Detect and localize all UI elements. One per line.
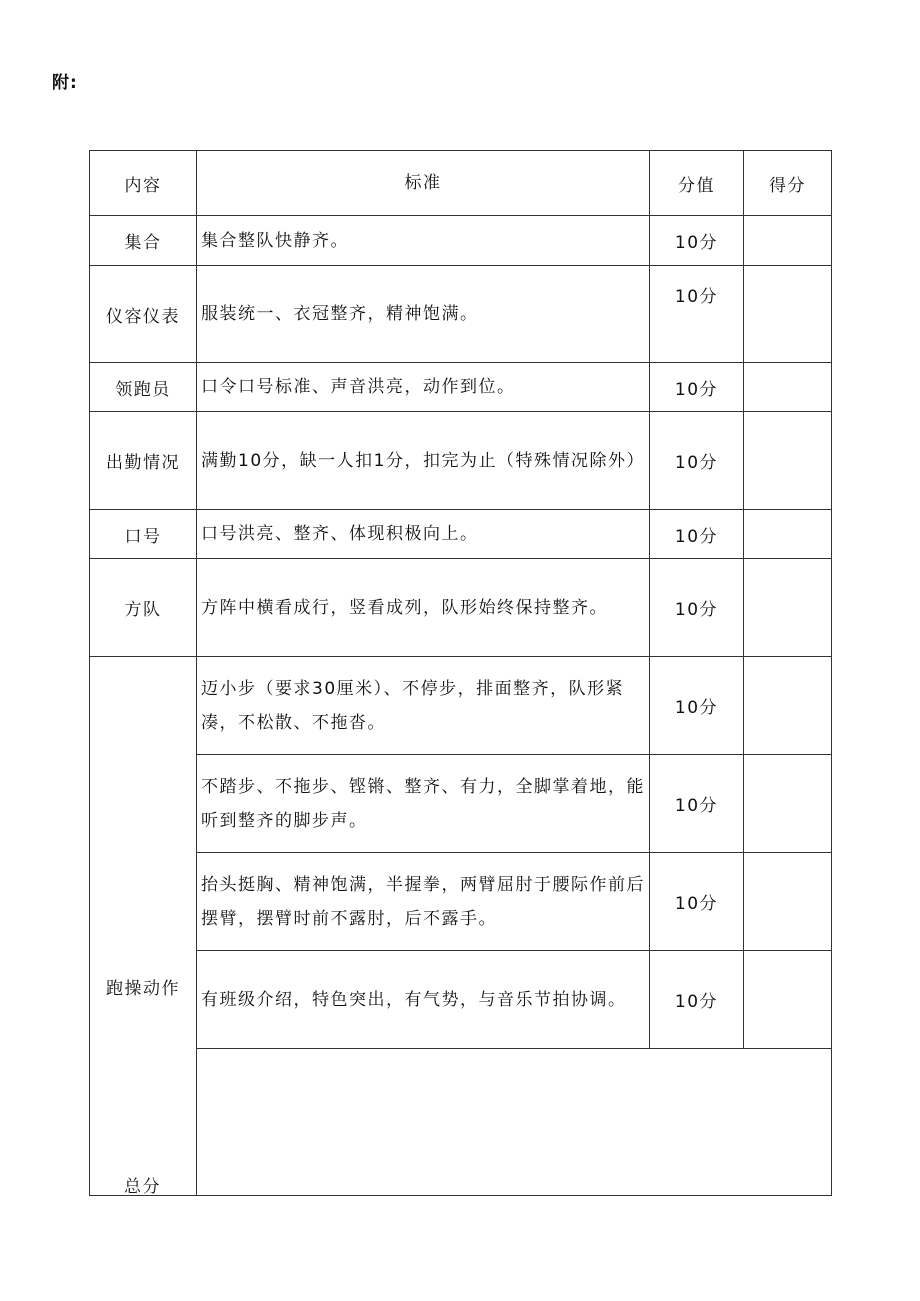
row-standard: 满勤10分，缺一人扣1分，扣完为止（特殊情况除外）	[197, 412, 650, 510]
row-value: 10分	[650, 755, 744, 853]
table-row	[90, 216, 832, 266]
table-header-row	[90, 151, 832, 216]
table-row	[90, 559, 832, 657]
row-standard: 抬头挺胸、精神饱满，半握拳，两臂屈肘于腰际作前后摆臂，摆臂时前不露肘，后不露手。	[197, 853, 650, 951]
table-row	[90, 853, 832, 951]
table-row	[90, 510, 832, 559]
row-score-cell[interactable]	[744, 363, 832, 412]
row-value: 10分	[650, 559, 744, 657]
row-standard: 方阵中横看成行，竖看成列，队形始终保持整齐。	[197, 559, 650, 657]
table-row	[90, 657, 832, 755]
table-row	[90, 951, 832, 1049]
row-value: 10分	[650, 266, 744, 363]
table-row	[90, 363, 832, 412]
row-value: 10分	[650, 216, 744, 266]
table-row	[90, 755, 832, 853]
row-value: 10分	[650, 363, 744, 412]
row-value: 10分	[650, 510, 744, 559]
total-score-cell[interactable]	[197, 1049, 832, 1196]
row-value: 10分	[650, 951, 744, 1049]
row-score-cell[interactable]	[744, 951, 832, 1049]
row-standard: 口令口号标准、声音洪亮，动作到位。	[197, 363, 650, 412]
score-table	[89, 150, 832, 1196]
total-label: 总分	[124, 1177, 161, 1197]
row-score-cell[interactable]	[744, 657, 832, 755]
row-content: 出勤情况	[90, 412, 197, 510]
header-value: 分值	[650, 151, 744, 216]
row-content: 领跑员	[90, 363, 197, 412]
page-prefix: 附:	[52, 73, 78, 93]
header-score: 得分	[744, 151, 832, 216]
row-score-cell[interactable]	[744, 559, 832, 657]
row-content: 仪容仪表	[90, 266, 197, 363]
row-standard: 口号洪亮、整齐、体现积极向上。	[197, 510, 650, 559]
row-score-cell[interactable]	[744, 266, 832, 363]
row-value: 10分	[650, 853, 744, 951]
row-standard: 不踏步、不拖步、铿锵、整齐、有力，全脚掌着地，能听到整齐的脚步声。	[197, 755, 650, 853]
group-label: 跑操动作	[106, 978, 180, 999]
row-value: 10分	[650, 657, 744, 755]
group-content	[90, 657, 197, 1196]
row-standard: 有班级介绍，特色突出，有气势，与音乐节拍协调。	[197, 951, 650, 1049]
row-standard: 服装统一、衣冠整齐，精神饱满。	[197, 266, 650, 363]
row-value: 10分	[650, 412, 744, 510]
row-content: 口号	[90, 510, 197, 559]
row-standard: 迈小步（要求30厘米）、不停步，排面整齐，队形紧凑，不松散、不拖沓。	[197, 657, 650, 755]
total-row	[90, 1049, 832, 1196]
row-standard: 集合整队快静齐。	[197, 216, 650, 266]
table-row	[90, 266, 832, 363]
row-content: 集合	[90, 216, 197, 266]
header-content: 内容	[90, 151, 197, 216]
header-standard: 标准	[197, 151, 650, 216]
row-score-cell[interactable]	[744, 853, 832, 951]
row-score-cell[interactable]	[744, 412, 832, 510]
row-content: 方队	[90, 559, 197, 657]
table-row	[90, 412, 832, 510]
row-score-cell[interactable]	[744, 755, 832, 853]
row-score-cell[interactable]	[744, 216, 832, 266]
row-score-cell[interactable]	[744, 510, 832, 559]
